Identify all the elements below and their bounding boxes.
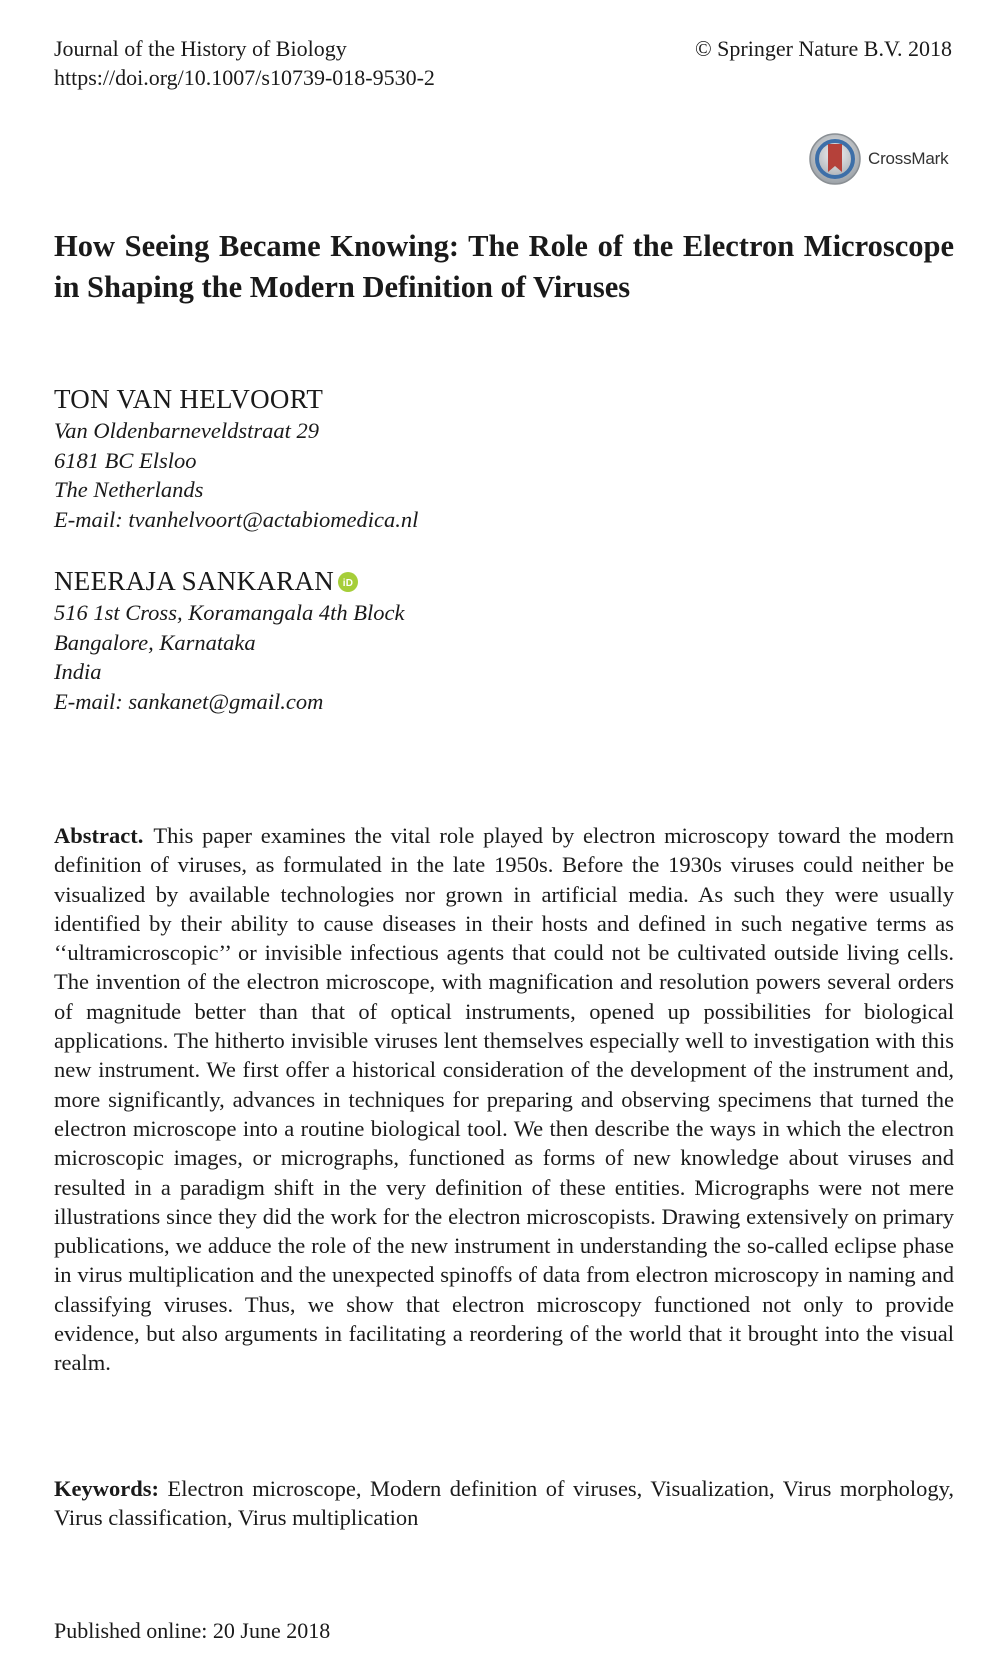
crossmark-icon bbox=[808, 132, 862, 186]
author-address-line: Van Oldenbarneveldstraat 29 bbox=[54, 418, 319, 443]
published-date: Published online: 20 June 2018 bbox=[54, 1618, 331, 1643]
abstract-label: Abstract. bbox=[54, 823, 144, 848]
keywords-text: Electron microscope, Modern definition of viruses, Visualization, Virus morphology, Virus classification, Virus multiplication bbox=[54, 1476, 955, 1531]
author-block-2 bbox=[54, 564, 954, 716]
crossmark-badge[interactable] bbox=[808, 132, 956, 190]
author-name: TON VAN HELVOORT bbox=[54, 384, 324, 414]
journal-name: Journal of the History of Biology bbox=[54, 36, 347, 61]
author-address-line: 6181 BC Elsloo bbox=[54, 447, 197, 473]
doi-link[interactable]: https://doi.org/10.1007/s10739-018-9530-2 bbox=[54, 65, 435, 90]
author-name: NEERAJA SANKARAN bbox=[54, 566, 335, 596]
keywords bbox=[54, 1474, 954, 1533]
author-email[interactable]: E-mail: tvanhelvoort@actabiomedica.nl bbox=[54, 506, 419, 532]
crossmark-label: CrossMark bbox=[868, 149, 949, 168]
author-address-line: 516 1st Cross, Koramangala 4th Block bbox=[54, 600, 405, 625]
abstract-text: This paper examines the vital role played by electron microscopy toward the modern definition of viruses, as formulated in the late 1950s. Before the 1930s viruses could neither be visualized by available technologies nor grown in artificial media. As such they were usually identified by their ability to cause diseases in their hosts and defined in such negative terms as ‘‘ultramicroscopic’’ or invisible infectious agents that could not be cultivated outside living cells. The invention of the electron microscope, with magnification and resolution powers several orders of magnitude better than that of optical instruments, opened up possibilities for biological applications. The hitherto invisible viruses lent themselves especially well to investigation with this new instrument. We first offer a historical consideration of the development of the instrument and, more significantly, advances in techniques for preparing and observing specimens that turned the electron microscope into a routine biological tool. We then describe the ways in which the electron microscopic images, or micrographs, functioned as forms of new knowledge about viruses and resulted in a paradigm shift in the very definition of these entities. Micrographs were not mere illustrations since they did the work for the electron microscopists. Drawing extensively on primary publications, we adduce the role of the new instrument in understanding the so-called eclipse phase in virus multiplication and the unexpected spinoffs of data from electron microscopy in naming and classifying viruses. Thus, we show that electron microscopy functioned not only to provide evidence, but also arguments in facilitating a reordering of the world that it brought into the visual realm. bbox=[54, 823, 954, 1376]
author-address-line: The Netherlands bbox=[54, 477, 204, 502]
author-address-line: India bbox=[54, 659, 102, 684]
author-address-line: Bangalore, Karnataka bbox=[54, 629, 256, 655]
paper-title: How Seeing Became Knowing: The Role of the Electron Microscope in Shaping the Modern Definition of Viruses bbox=[54, 229, 954, 304]
author-name-row bbox=[54, 564, 954, 598]
keywords-label: Keywords: bbox=[54, 1476, 159, 1501]
copyright-notice: © Springer Nature B.V. 2018 bbox=[694, 36, 952, 61]
journal-header bbox=[54, 34, 435, 92]
author-email[interactable]: E-mail: sankanet@gmail.com bbox=[54, 688, 324, 714]
abstract bbox=[54, 821, 954, 1378]
svg-text:iD: iD bbox=[342, 578, 354, 589]
orcid-icon[interactable] bbox=[338, 572, 358, 592]
author-block-1 bbox=[54, 382, 954, 534]
